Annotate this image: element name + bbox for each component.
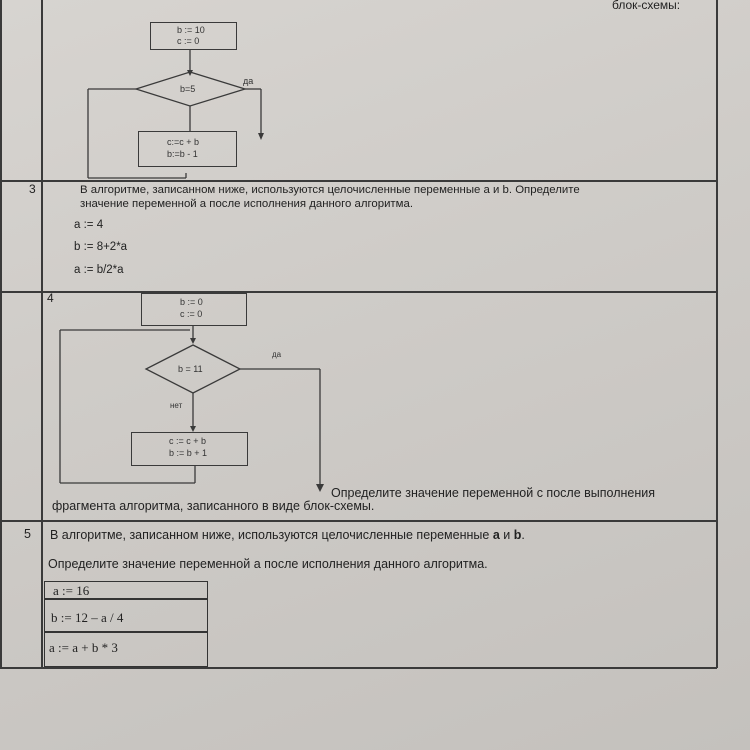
previous-task-text-fragment: блок-схемы: (612, 0, 681, 12)
task5-period: . (521, 528, 525, 542)
table-bottom-border (0, 667, 717, 669)
task4-body-c: c := c + b (169, 436, 207, 446)
task4-exit-arrow-head (316, 484, 324, 492)
task2-yes-label: да (243, 76, 254, 86)
task4-question-line2: фрагмента алгоритма, записанного в виде блок-схемы. (52, 499, 375, 513)
task5-text-line1 (50, 528, 525, 542)
task5-code-row-divider-2 (45, 631, 207, 633)
task4-condition-label: b = 11 (178, 364, 203, 374)
task4-number: 4 (47, 291, 54, 305)
task5-text-line2: Определите значение переменной a после исполнения данного алгоритма. (48, 557, 488, 571)
task4-init-c: c := 0 (180, 309, 203, 319)
task3-code-line3: a := b/2*a (74, 264, 124, 276)
row-divider-4-5 (0, 520, 717, 522)
task2-body-b: b:=b - 1 (167, 149, 198, 159)
table-right-border (716, 0, 718, 668)
task5-conj: и (499, 528, 514, 542)
task5-var-a: a (492, 528, 500, 542)
task2-init-b: b := 10 (177, 25, 205, 35)
task4-no-label: нет (170, 401, 183, 410)
task5-text-prefix: В алгоритме, записанном ниже, используются целочисленные переменные (50, 528, 493, 542)
task5-code-table (44, 581, 208, 667)
task3-text-line2: значение переменной a после исполнения данного алгоритма. (80, 198, 413, 210)
task3-number: 3 (29, 182, 36, 196)
task4-question-line1: Определите значение переменной c после выполнения (331, 486, 655, 500)
task4-arrow-head (190, 338, 196, 344)
task4-body-block (131, 432, 248, 466)
task5-code-line3: a := a + b * 3 (49, 640, 118, 655)
task5-code-line1: a := 16 (53, 583, 90, 598)
task5-number: 5 (24, 527, 31, 541)
task2-init-c: c := 0 (177, 36, 200, 46)
task4-yes-label: да (272, 350, 282, 359)
task4-init-b: b := 0 (180, 297, 203, 307)
task4-body-b: b := b + 1 (169, 448, 208, 458)
task2-condition-label: b=5 (180, 84, 196, 94)
task3-code-line1: a := 4 (74, 219, 104, 231)
task3-text-line1: В алгоритме, записанном ниже, используются целочисленные переменные a и b. Определите (80, 184, 580, 196)
task3-code-line2: b := 8+2*a (74, 241, 128, 253)
task2-body-c: c:=c + b (167, 137, 200, 147)
task5-var-b: b (513, 528, 522, 542)
task5-code-line2: b := 12 – a / 4 (51, 610, 124, 625)
